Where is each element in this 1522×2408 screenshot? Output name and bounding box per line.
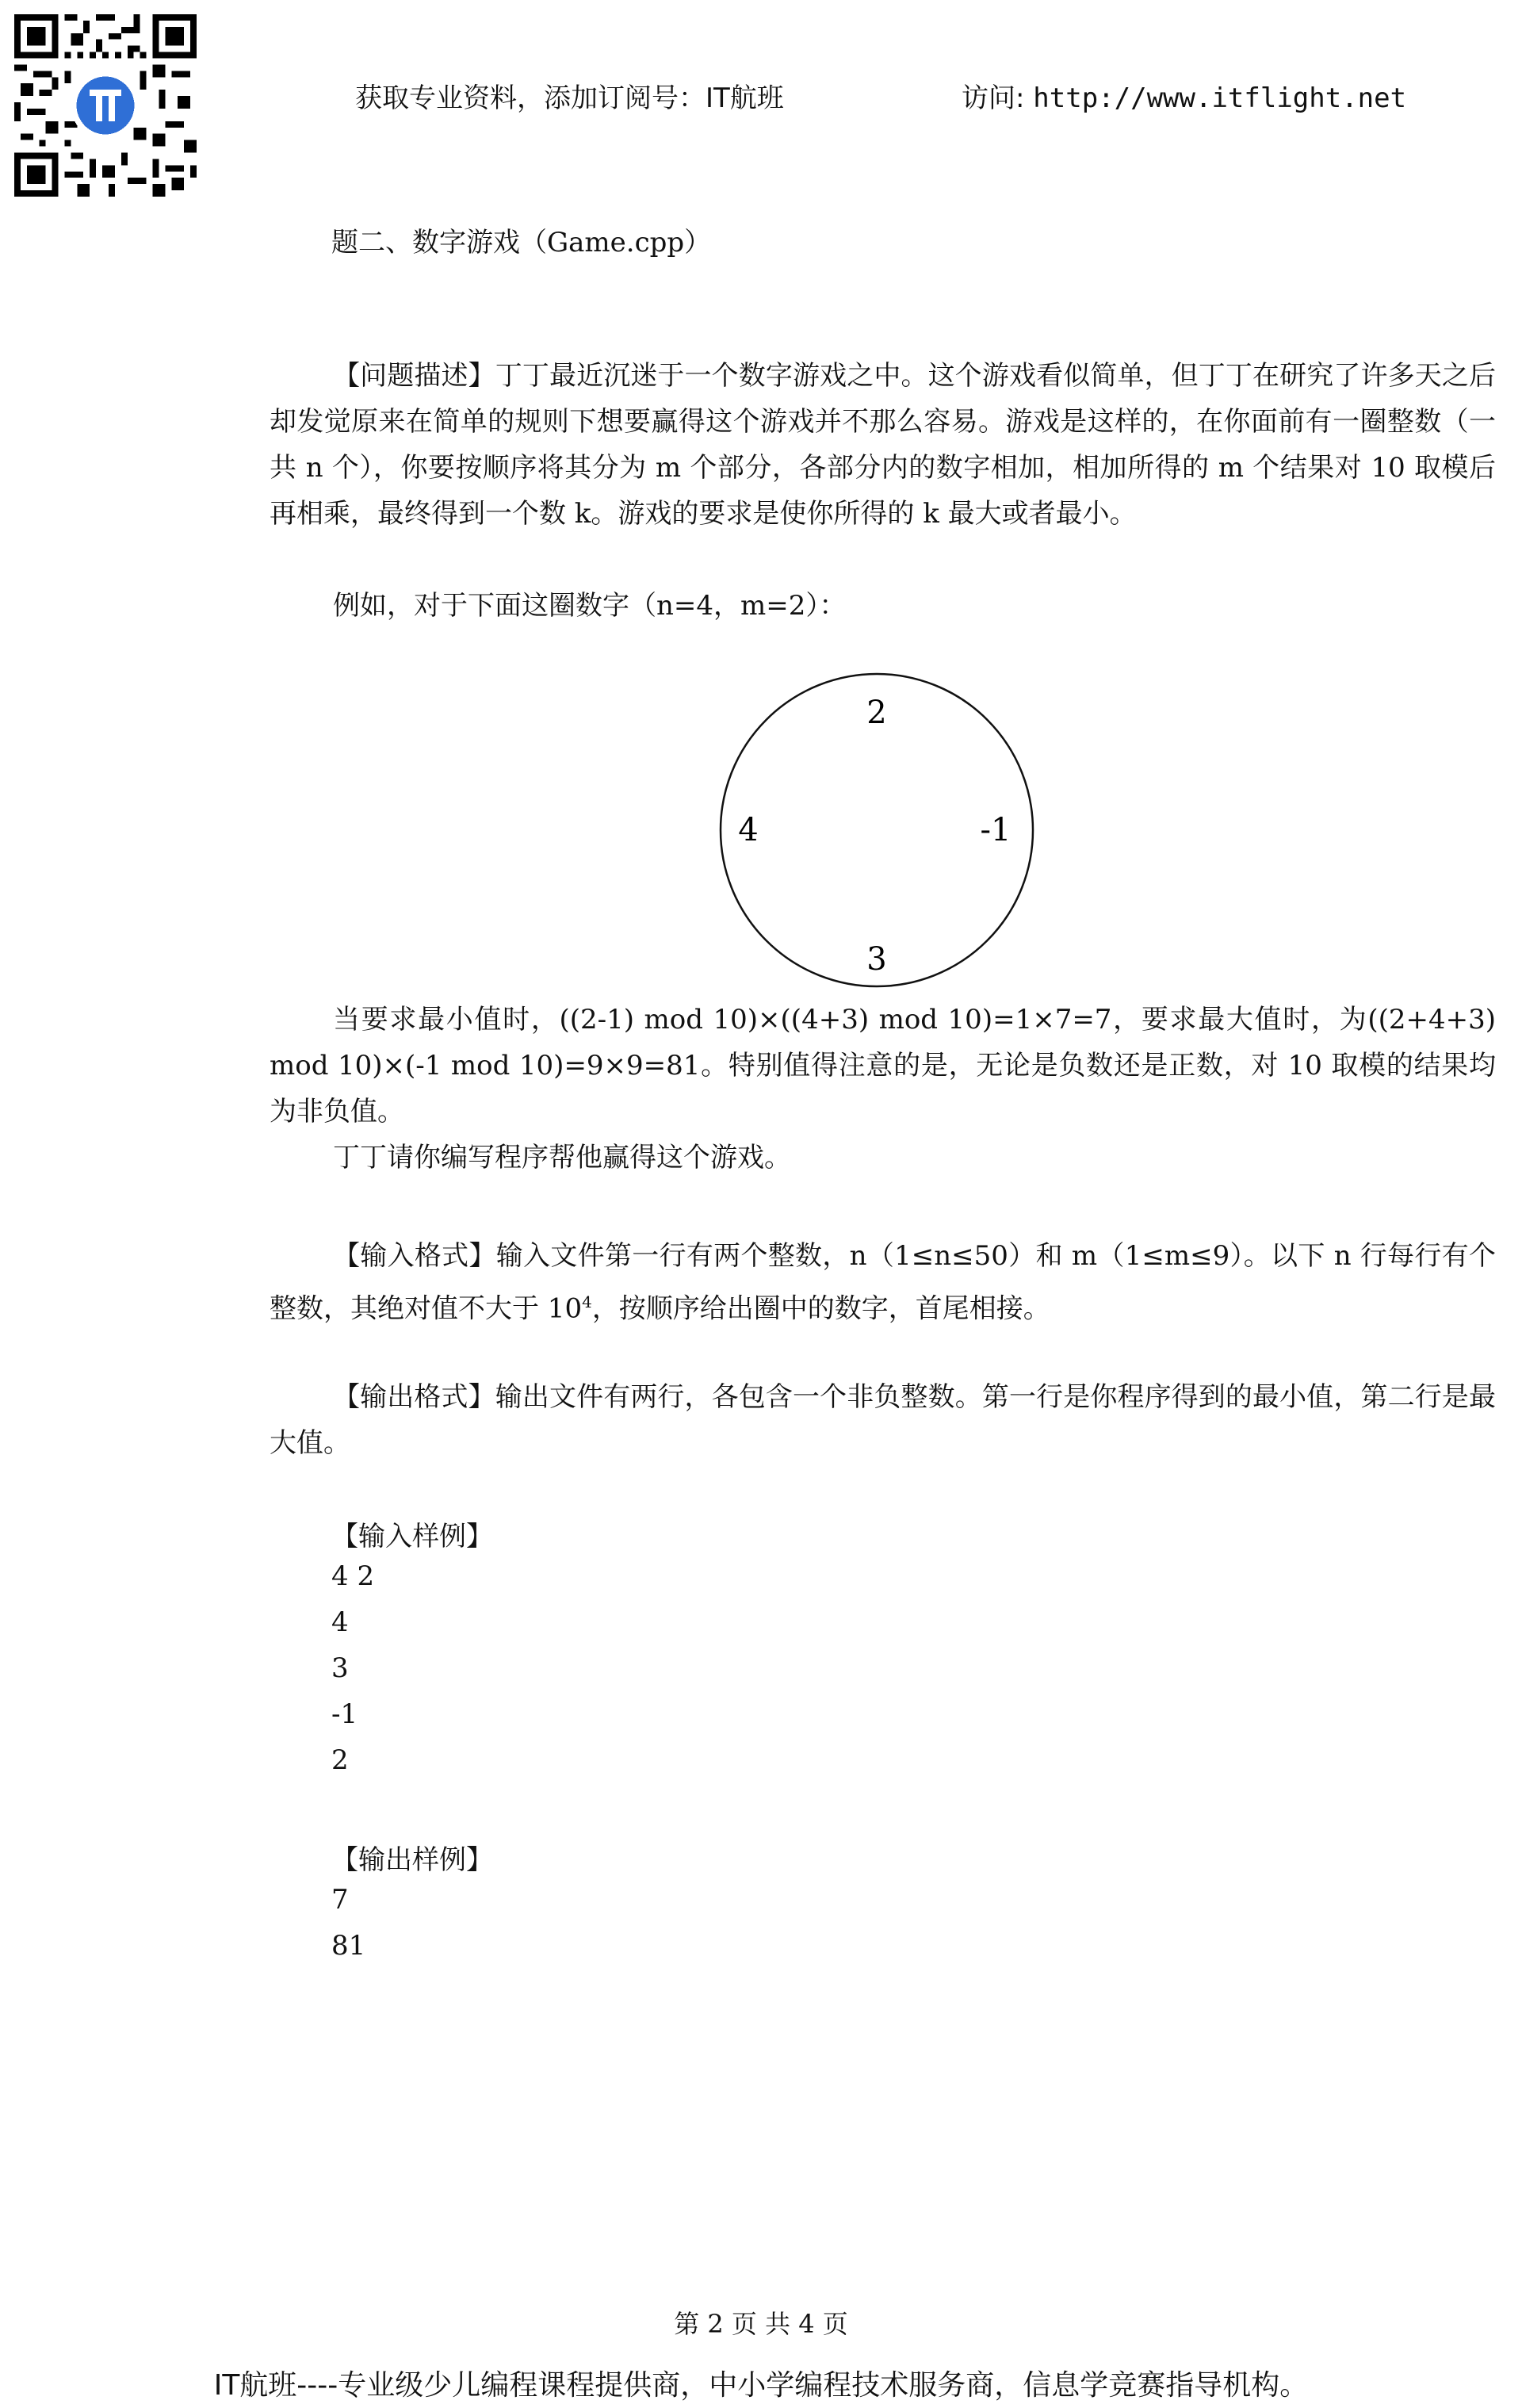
circle-right-number: -1 xyxy=(980,812,1011,848)
description-text: 丁丁最近沉迷于一个数字游戏之中。这个游戏看似简单，但丁丁在研究了许多天之后却发觉原来在简单的规则下想要赢得这个游戏并不那么容易。游戏是这样的，在你面前有一圈整数（一共 n 个），你要按顺序将其分为 m 个部分，各部分内的数字相加，相加所得的 m 个结果对 10 取模后再相乘，最终得到一个数 k。游戏的要求是使你所得的 k 最大或者最小。 xyxy=(270,360,1497,530)
problem-title: 题二、数字游戏（Game.cpp） xyxy=(331,227,712,258)
visit-label: 访问: xyxy=(962,82,1025,114)
example-explanation: 当要求最小值时，((2-1) mod 10)×((4+3) mod 10)=1×7=7，要求最大值时，为((2+4+3) mod 10)×(-1 mod 10)=9×9=81。特别值得注意的是，无论是负数还是正数，对 10 取模的结果均为非负值。 xyxy=(270,1004,1496,1127)
input-format-text-a: 输入文件第一行有两个整数，n（1≤n≤50）和 m（1≤m≤9）。以下 n 行每行有个整数，其绝对值不大于 10 xyxy=(270,1240,1496,1325)
circle-outline xyxy=(721,674,1033,986)
sample-output-label: 【输出样例】 xyxy=(331,1844,493,1876)
sample-input-line: 3 xyxy=(331,1652,349,1684)
qr-code-icon xyxy=(14,14,197,197)
output-format-label: 【输出格式】 xyxy=(333,1381,495,1413)
example-intro: 例如，对于下面这圈数字（n=4，m=2）： xyxy=(333,590,847,622)
input-format-exponent: 4 xyxy=(582,1292,592,1311)
circle-left-number: 4 xyxy=(738,812,759,848)
visit-line xyxy=(962,76,1406,115)
input-format-label: 【输入格式】 xyxy=(333,1240,496,1272)
sample-input-line: -1 xyxy=(331,1698,358,1730)
input-format xyxy=(270,1233,1496,1331)
company-footer: IT航班----专业级少儿编程课程提供商，中小学编程技术服务商，信息学竞赛指导机构。 xyxy=(213,2369,1309,2402)
output-format-text: 输出文件有两行，各包含一个非负整数。第一行是你程序得到的最小值，第二行是最大值。 xyxy=(270,1381,1497,1459)
input-format-text-b: ，按顺序给出圈中的数字，首尾相接。 xyxy=(591,1292,1050,1325)
sample-input-label: 【输入样例】 xyxy=(331,1521,493,1552)
subscribe-text: 获取专业资料，添加订阅号：IT航班 xyxy=(355,82,784,114)
sample-input-line: 4 2 xyxy=(331,1560,375,1592)
sample-input-line: 2 xyxy=(331,1744,349,1776)
site-url[interactable]: http://www.itflight.net xyxy=(1033,82,1407,114)
description-label: 【问题描述】 xyxy=(333,360,495,392)
sample-input-line: 4 xyxy=(331,1606,349,1638)
sample-output-line: 81 xyxy=(331,1930,366,1962)
circle-top-number: 2 xyxy=(866,695,887,731)
circle-bottom-number: 3 xyxy=(866,941,887,978)
page-number: 第 2 页 共 4 页 xyxy=(674,2309,848,2339)
task-statement: 丁丁请你编写程序帮他赢得这个游戏。 xyxy=(333,1142,791,1173)
problem-description xyxy=(270,353,1496,537)
sample-output-line: 7 xyxy=(331,1884,349,1916)
output-format xyxy=(270,1374,1496,1466)
